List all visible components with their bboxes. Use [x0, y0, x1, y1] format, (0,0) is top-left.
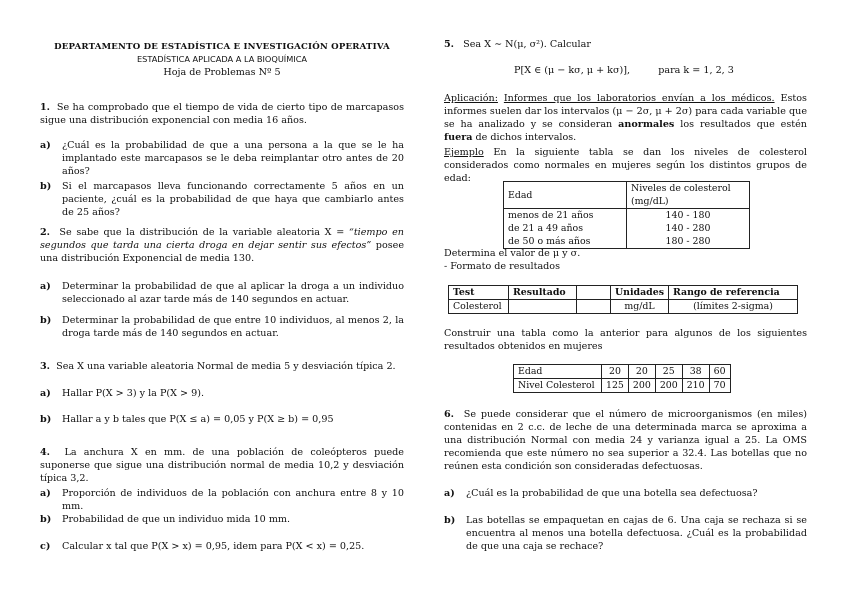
- problem-6-a: [444, 487, 807, 500]
- item-label: b): [40, 315, 52, 326]
- item-text: Calcular x tal que P(X > x) = 0,95, idem para P(X < x) = 0,25.: [62, 541, 365, 552]
- problem-6: [444, 408, 807, 473]
- application-text-2: los resultados que estén: [674, 119, 807, 131]
- table-header-cell: Rango de referencia: [669, 286, 798, 300]
- table-cell: (límites 2-sigma): [669, 300, 798, 314]
- problem-statement: Sea X una variable aleatoria Normal de media 5 y desviación típica 2.: [56, 361, 396, 372]
- table-cell: 210: [682, 379, 709, 393]
- table-row-label: Nivel Colesterol: [514, 379, 602, 393]
- table-header-cell: Unidades: [611, 286, 669, 300]
- sheet-title: Hoja de Problemas Nº 5: [163, 67, 281, 78]
- problem-statement-quote: “tiempo en segundos que tarda una cierta droga en dejar sentir sus efectos”: [40, 227, 404, 252]
- application-label: Aplicación:: [444, 93, 498, 104]
- problem-2: [40, 226, 404, 265]
- department-title: DEPARTAMENTO DE ESTADÍSTICA E INVESTIGACIÓN OPERATIVA: [54, 42, 390, 52]
- problem-4-a: [40, 487, 404, 513]
- problem-statement-post: posee una distribución Exponencial de media 130.: [40, 240, 405, 265]
- item-text: Determinar la probabilidad de que entre 10 individuos, al menos 2, la droga tarde más de 140 segundos en actuar.: [62, 315, 404, 340]
- table-cell: 25: [655, 365, 682, 379]
- problem-3-a: [40, 387, 404, 400]
- table-cell: 125: [602, 379, 629, 393]
- problem-3: [40, 360, 404, 373]
- item-text: ¿Cuál es la probabilidad de que una botella sea defectuosa?: [466, 488, 758, 499]
- problem-number: 1.: [40, 102, 51, 113]
- item-label: b): [40, 181, 52, 192]
- abnormal-keyword: anormales: [618, 119, 675, 131]
- application-text-1: Estos informes suelen dar los intervalos (μ − 2σ, μ + 2σ) para cada variable que se ha analizado y se consideran: [444, 93, 807, 131]
- table-header-row: [449, 286, 798, 300]
- results-format-table: [448, 285, 798, 314]
- problem-2-b: [40, 314, 404, 340]
- cholesterol-table: [503, 181, 750, 249]
- item-label: b): [40, 514, 52, 525]
- item-label: a): [40, 488, 51, 499]
- table-cell: 140 - 280: [627, 222, 750, 235]
- item-label: b): [444, 515, 456, 526]
- table-cell: 200: [628, 379, 655, 393]
- determine-line: Determina el valor de μ y σ.: [444, 248, 581, 259]
- table-cell: menos de 21 años: [504, 209, 627, 223]
- table-cell: 140 - 180: [627, 209, 750, 223]
- table-cell: 20: [602, 365, 629, 379]
- outside-keyword: fuera: [444, 132, 473, 144]
- problem-number: 4.: [40, 447, 51, 458]
- table-header-cell: Edad: [504, 182, 627, 209]
- table-header-row: [504, 182, 750, 209]
- table-header-cell: [577, 286, 611, 300]
- example-paragraph: [444, 146, 807, 185]
- item-text: Hallar P(X > 3) y la P(X > 9).: [62, 388, 205, 399]
- problem-4-b: [40, 513, 404, 526]
- item-text: Determinar la probabilidad de que al aplicar la droga a un individuo seleccionado al azar tarde más de 140 segundos en actuar.: [62, 281, 404, 306]
- formula-k-values: para k = 1, 2, 3: [658, 65, 734, 76]
- table-cell: 200: [655, 379, 682, 393]
- application-heading: Informes que los laboratorios envían a los médicos.: [503, 93, 775, 104]
- table-header-cell: Test: [449, 286, 509, 300]
- table-header-cell: Resultado: [509, 286, 577, 300]
- subject-title: ESTADÍSTICA APLICADA A LA BIOQUÍMICA: [136, 54, 308, 64]
- table-cell: 70: [709, 379, 730, 393]
- problem-number: 6.: [444, 409, 455, 420]
- item-label: a): [40, 281, 51, 292]
- item-text: Si el marcapasos lleva funcionando correctamente 5 años en un paciente, ¿cuál es la probabilidad de que haya que cambiarlo antes de 25 años?: [62, 181, 404, 219]
- problem-6-b: [444, 514, 807, 553]
- item-text: Proporción de individuos de la población con anchura entre 8 y 10 mm.: [62, 488, 404, 513]
- item-text: Las botellas se empaquetan en cajas de 6. Una caja se rechaza si se encuentra al menos una botella defectuosa. ¿Cuál es la probabilidad de que una caja se rechace?: [466, 515, 807, 553]
- problem-4-c: [40, 540, 404, 553]
- problem-3-b: [40, 413, 404, 426]
- table-cell: Colesterol: [449, 300, 509, 314]
- item-text: ¿Cuál es la probabilidad de que a una persona a la que se le ha implantado este marcapasos se le deba reimplantar otro antes de 20 años?: [62, 140, 404, 178]
- application-paragraph: [444, 92, 807, 144]
- item-label: b): [40, 414, 52, 425]
- problem-5: [444, 38, 807, 51]
- table-cell: 20: [628, 365, 655, 379]
- table-row: [514, 379, 731, 393]
- problem-1: [40, 101, 404, 127]
- table-cell: 180 - 280: [627, 235, 750, 249]
- problem-statement: Se ha comprobado que el tiempo de vida de cierto tipo de marcapasos sigue una distribución exponencial con media 16 años.: [40, 102, 404, 127]
- problem-2-a: [40, 280, 404, 306]
- item-label: a): [40, 388, 51, 399]
- problem-1-b: [40, 180, 404, 219]
- example-label: Ejemplo: [444, 147, 484, 158]
- item-text: Hallar a y b tales que P(X ≤ a) = 0,05 y P(X ≥ b) = 0,95: [62, 414, 334, 425]
- problem-number: 5.: [444, 39, 455, 50]
- item-label: a): [40, 140, 51, 151]
- problem-statement: Se puede considerar que el número de microorganismos (en miles) contenidas en 2 c.c. de leche de una determinada marca se aproxima a una distribución Normal con media 24 y varianza igual a 25. La OMS recomienda que este número no sea superior a 32.4. Las botellas que no reúnen esta condición son consideradas defectuosas.: [444, 409, 807, 473]
- construct-paragraph: Construir una tabla como la anterior para algunos de los siguientes resultados obtenidos en mujeres: [444, 328, 807, 353]
- item-label: a): [444, 488, 455, 499]
- problem-4: [40, 446, 404, 485]
- problem-1-a: [40, 139, 404, 178]
- table-header-cell: Niveles de colesterol (mg/dL): [627, 182, 750, 209]
- table-row: [449, 300, 798, 314]
- example-text: En la siguiente tabla se dan los niveles de colesterol considerados como normales en mujeres según los distintos grupos de edad:: [444, 147, 807, 185]
- problem-statement: La anchura X en mm. de una población de coleópteros puede suponerse que sigue una distribución normal de media 10,2 y desviación típica 3,2.: [40, 447, 404, 485]
- table-row: [504, 222, 750, 235]
- table-cell: [509, 300, 577, 314]
- table-cell: de 50 o más años: [504, 235, 627, 249]
- table-cell: [577, 300, 611, 314]
- table-row: [514, 365, 731, 379]
- cholesterol-results-table: [513, 364, 731, 393]
- problem-statement-pre: Se sabe que la distribución de la variable aleatoria X =: [59, 227, 349, 238]
- table-row-label: Edad: [514, 365, 602, 379]
- formula: [514, 64, 734, 77]
- item-label: c): [40, 541, 51, 552]
- table-cell: de 21 a 49 años: [504, 222, 627, 235]
- formula-probability: P[X ∈ (μ − kσ, μ + kσ)],: [514, 65, 631, 76]
- table-row: [504, 209, 750, 223]
- problem-number: 2.: [40, 227, 51, 238]
- format-line: - Formato de resultados: [444, 261, 561, 272]
- table-cell: 38: [682, 365, 709, 379]
- problem-statement: Sea X ∼ N(μ, σ²). Calcular: [463, 39, 591, 50]
- table-cell: mg/dL: [611, 300, 669, 314]
- item-text: Probabilidad de que un individuo mida 10 mm.: [62, 514, 291, 525]
- table-cell: 60: [709, 365, 730, 379]
- problem-number: 3.: [40, 361, 51, 372]
- application-text-3: de dichos intervalos.: [472, 132, 577, 144]
